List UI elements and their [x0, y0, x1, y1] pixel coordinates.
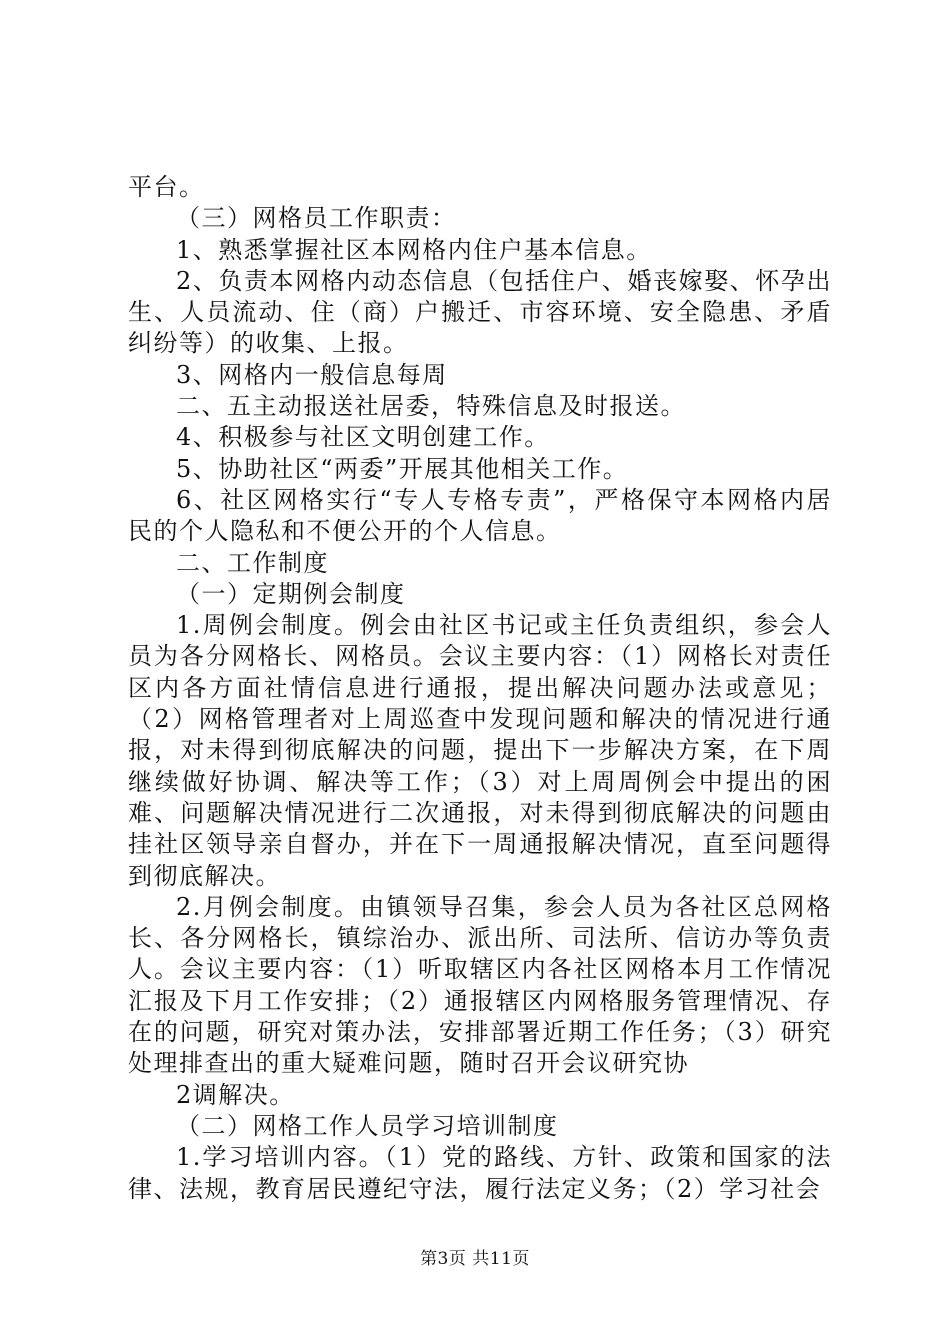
- paragraph: 1.周例会制度。例会由社区书记或主任负责组织，参会人员为各分网格长、网格员。会议主要内容：（1）网格长对责任区内各方面社情信息进行通报，提出解决问题办法或意见；（2）网格管理者对上周巡查中发现问题和解决的情况进行通报，对未得到彻底解决的问题，提出下一步解决方案，在下周继续做好协调、解决等工作；（3）对上周周例会中提出的困难、问题解决情况进行二次通报，对未得到彻底解决的问题由挂社区领导亲自督办，并在下一周通报解决情况，直至问题得到彻底解决。: [128, 611, 832, 890]
- paragraph: 二、五主动报送社居委，特殊信息及时报送。: [176, 392, 686, 421]
- document-body: [128, 172, 832, 1205]
- paragraph: 平台。: [128, 173, 205, 201]
- paragraph: 1、熟悉掌握社区本网格内住户基本信息。: [176, 235, 652, 264]
- paragraph: 6、社区网格实行“专人专格专责”，严格保守本网格内居民的个人隐私和不便公开的个人信息。: [128, 485, 832, 546]
- paragraph: 3、网格内一般信息每周: [176, 360, 448, 389]
- subsection-heading: （二）网格工作人员学习培训制度: [176, 1111, 559, 1140]
- paragraph: 1.学习培训内容。（1）党的路线、方针、政策和国家的法律、法规，教育居民遵纪守法，履行法定义务；（2）学习社会: [128, 1143, 832, 1203]
- paragraph: 5、协助社区“两委”开展其他相关工作。: [176, 454, 629, 483]
- paragraph: （三）网格员工作职责：: [176, 204, 457, 233]
- subsection-heading: （一）定期例会制度: [176, 579, 406, 608]
- paragraph: 2.月例会制度。由镇领导召集，参会人员为各社区总网格长、各分网格长，镇综治办、派出所、司法所、信访办等负责人。会议主要内容：（1）听取辖区内各社区网格本月工作情况汇报及下月工作安排；（2）通报辖区内网格服务管理情况、存在的问题，研究对策办法，安排部署近期工作任务；（3）研究处理排查出的重大疑难问题，随时召开会议研究协: [128, 892, 832, 1078]
- paragraph: 4、积极参与社区文明创建工作。: [176, 423, 550, 452]
- page-number-footer: 第3页 共11页: [420, 1249, 530, 1269]
- section-heading: 二、工作制度: [176, 548, 329, 577]
- paragraph: 2、负责本网格内动态信息（包括住户、婚丧嫁娶、怀孕出生、人员流动、住（商）户搬迁、市容环境、安全隐患、矛盾纠纷等）的收集、上报。: [128, 266, 832, 358]
- paragraph: 2调解决。: [176, 1080, 295, 1109]
